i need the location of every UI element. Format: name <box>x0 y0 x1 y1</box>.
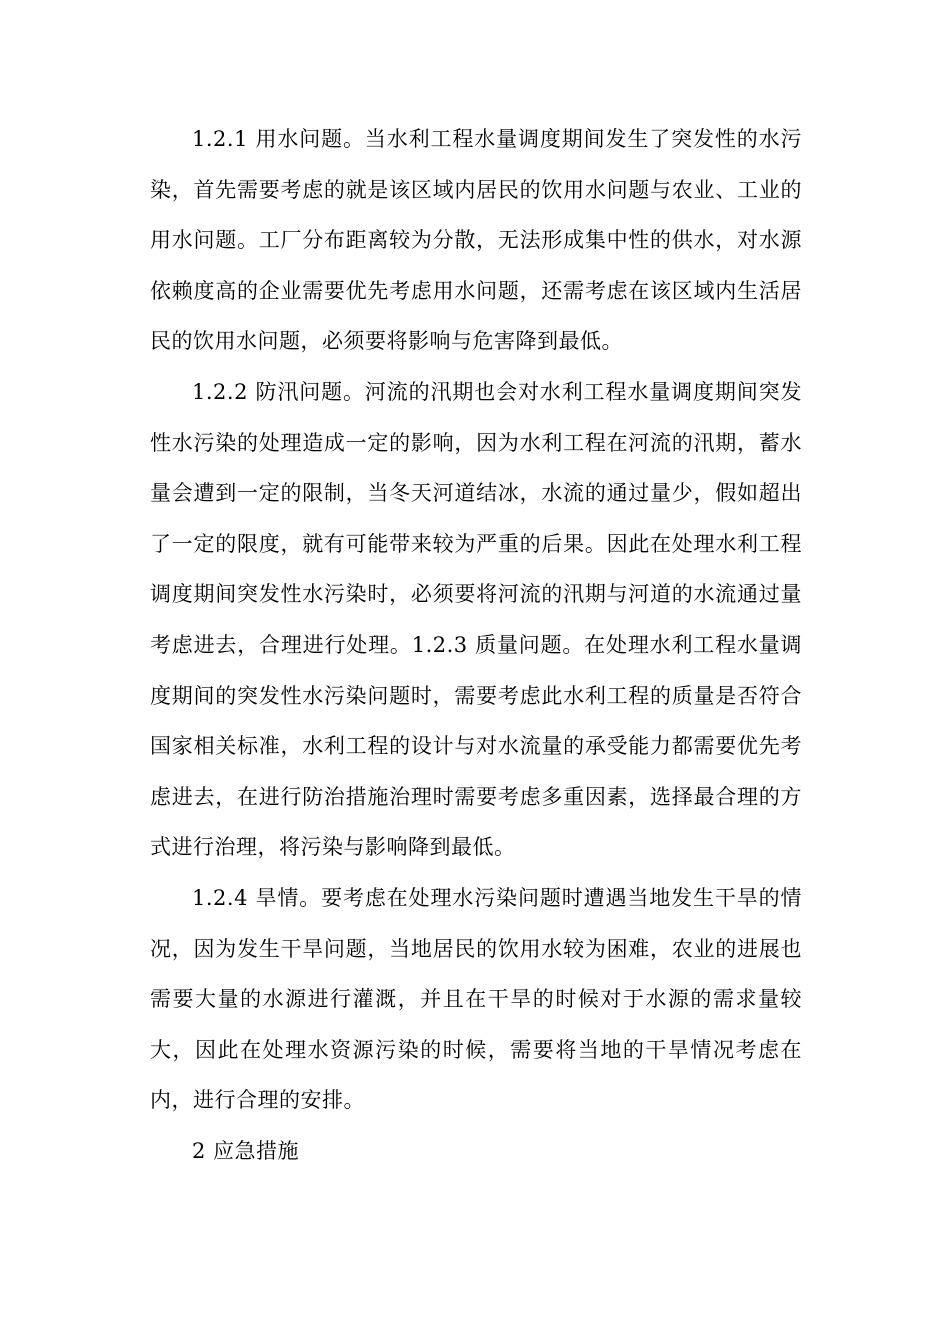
paragraph-drought: 1.2.4 旱情。要考虑在处理水污染问题时遭遇当地发生干旱的情况，因为发生干旱问题，当地居民的饮用水较为困难，农业的进展也需要大量的水源进行灌溉，并且在干旱的时候对于水源的需求量较大，因此在处理水资源污染的时候，需要将当地的干旱情况考虑在内，进行合理的安排。 <box>150 885 802 1113</box>
paragraph-water-use: 1.2.1 用水问题。当水利工程水量调度期间发生了突发性的水污染，首先需要考虑的就是该区域内居民的饮用水问题与农业、工业的用水问题。工厂分布距离较为分散，无法形成集中性的供水，对水源依赖度高的企业需要优先考虑用水问题，还需考虑在该区域内生活居民的饮用水问题，必须要将影响与危害降到最低。 <box>150 127 802 354</box>
paragraph-flood-control-and-quality: 1.2.2 防汛问题。河流的汛期也会对水利工程水量调度期间突发性水污染的处理造成一定的影响，因为水利工程在河流的汛期，蓄水量会遭到一定的限制，当冬天河道结冰，水流的通过量少，假如超出了一定的限度，就有可能带来较为严重的后果。因此在处理水利工程调度期间突发性水污染时，必须要将河流的汛期与河道的水流通过量考虑进去，合理进行处理。1.2.3 质量问题。在处理水利工程水量调度期间的突发性水污染问题时，需要考虑此水利工程的质量是否符合国家相关标准，水利工程的设计与对水流量的承受能力都需要优先考虑进去，在进行防治措施治理时需要考虑多重因素，选择最合理的方式进行治理，将污染与影响降到最低。 <box>150 379 802 860</box>
document-page <box>150 114 802 1176</box>
section-heading-emergency-measures: 2 应急措施 <box>192 1138 300 1163</box>
